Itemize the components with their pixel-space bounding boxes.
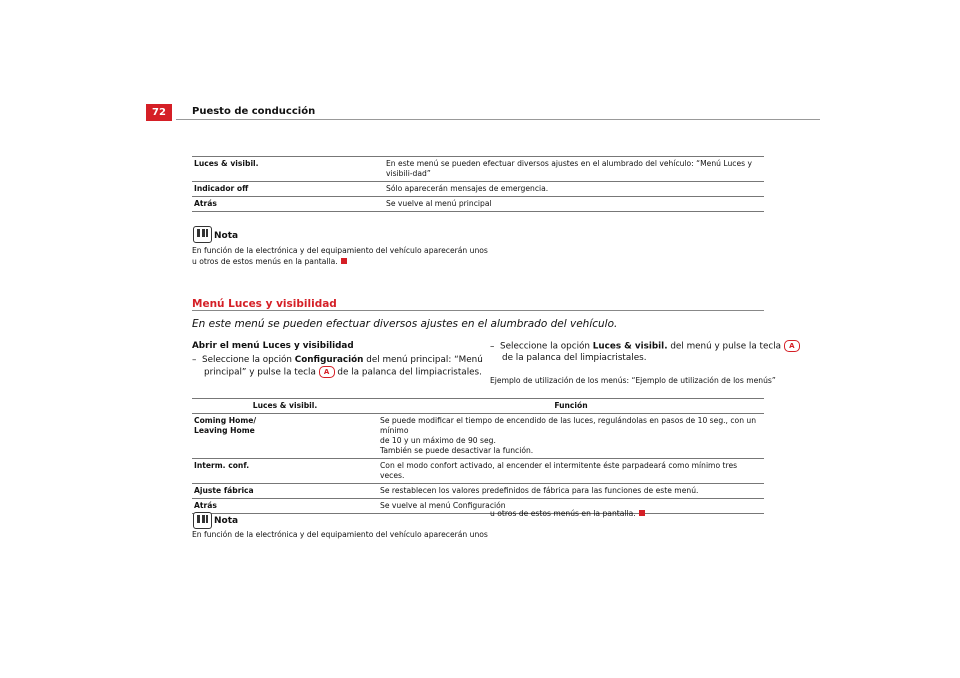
table-cell-label: Indicador off (192, 182, 384, 197)
procedure-step: – Seleccione la opción Luces & visibil. del menú y pulse la tecla A (490, 340, 800, 353)
table-row (192, 414, 764, 459)
key-a-icon: A (319, 366, 335, 378)
table-cell-text: Se vuelve al menú principal (384, 197, 764, 212)
page-number: 72 (146, 104, 172, 121)
table-cell-text: Sólo aparecerán mensajes de emergencia. (384, 182, 764, 197)
note-text-line: En función de la electrónica y del equipamiento del vehículo aparecerán unos (192, 246, 488, 255)
page-title: Puesto de conducción (192, 106, 316, 117)
table-cell-label: Interm. conf. (192, 459, 378, 484)
table-cell-text: Se restablecen los valores predefinidos de fábrica para las funciones de este menú. (378, 484, 764, 499)
table-row (192, 484, 764, 499)
figure-caption: Ejemplo de utilización de los menús: “Ejemplo de utilización de los menús” (490, 376, 776, 385)
table-cell-text: Se puede modificar el tiempo de encendido de las luces, regulándolas en pasos de 10 seg., con un mínimo de 10 y un máximo de 90 seg. También se puede desactivar la función. (378, 414, 764, 459)
top-menu-table (192, 156, 764, 212)
section-subtitle: En este menú se pueden efectuar diversos ajustes en el alumbrado del vehículo. (192, 318, 618, 330)
table-cell-label: Atrás (192, 499, 378, 514)
note-text-line: u otros de estos menús en la pantalla. (192, 256, 347, 267)
table-cell-text: Se vuelve al menú Configuración (378, 499, 764, 514)
table-header: Luces & visibil. (192, 399, 378, 414)
table-row (192, 182, 764, 197)
note-icon (193, 226, 212, 243)
note-icon (193, 512, 212, 529)
note-title: Nota (214, 516, 239, 526)
table-cell-label: Ajuste fábrica (192, 484, 378, 499)
table-cell-text: En este menú se pueden efectuar diversos ajustes en el alumbrado del vehículo: “Menú Luces y visibili-dad” (384, 157, 764, 182)
note-title: Nota (214, 231, 239, 241)
header-divider (176, 119, 820, 120)
section-title: Menú Luces y visibilidad (192, 298, 337, 310)
section-divider (192, 310, 764, 311)
table-row (192, 499, 764, 514)
key-a-icon: A (784, 340, 800, 352)
end-marker-icon (639, 510, 645, 516)
procedure-step: – Seleccione la opción Configuración del menú principal: “Menú (192, 355, 483, 365)
table-header-row (192, 399, 764, 414)
table-row (192, 157, 764, 182)
lights-menu-table (192, 398, 764, 514)
table-row (192, 459, 764, 484)
table-cell-label: Luces & visibil. (192, 157, 384, 182)
table-header: Función (378, 399, 764, 414)
end-marker-icon (341, 258, 347, 264)
table-row (192, 197, 764, 212)
table-cell-text: Con el modo confort activado, al encender el intermitente éste parpadeará como mínimo tres veces. (378, 459, 764, 484)
procedure-step-cont: de la palanca del limpiacristales. (502, 353, 647, 363)
table-cell-label: Atrás (192, 197, 384, 212)
procedure-heading: Abrir el menú Luces y visibilidad (192, 341, 354, 351)
table-cell-label: Coming Home/ Leaving Home (192, 414, 378, 459)
note-text-line: En función de la electrónica y del equipamiento del vehículo aparecerán unos (192, 530, 488, 539)
note-text-line: u otros de estos menús en la pantalla. (490, 508, 645, 519)
procedure-step-cont: principal” y pulse la tecla A de la palanca del limpiacristales. (204, 367, 482, 378)
